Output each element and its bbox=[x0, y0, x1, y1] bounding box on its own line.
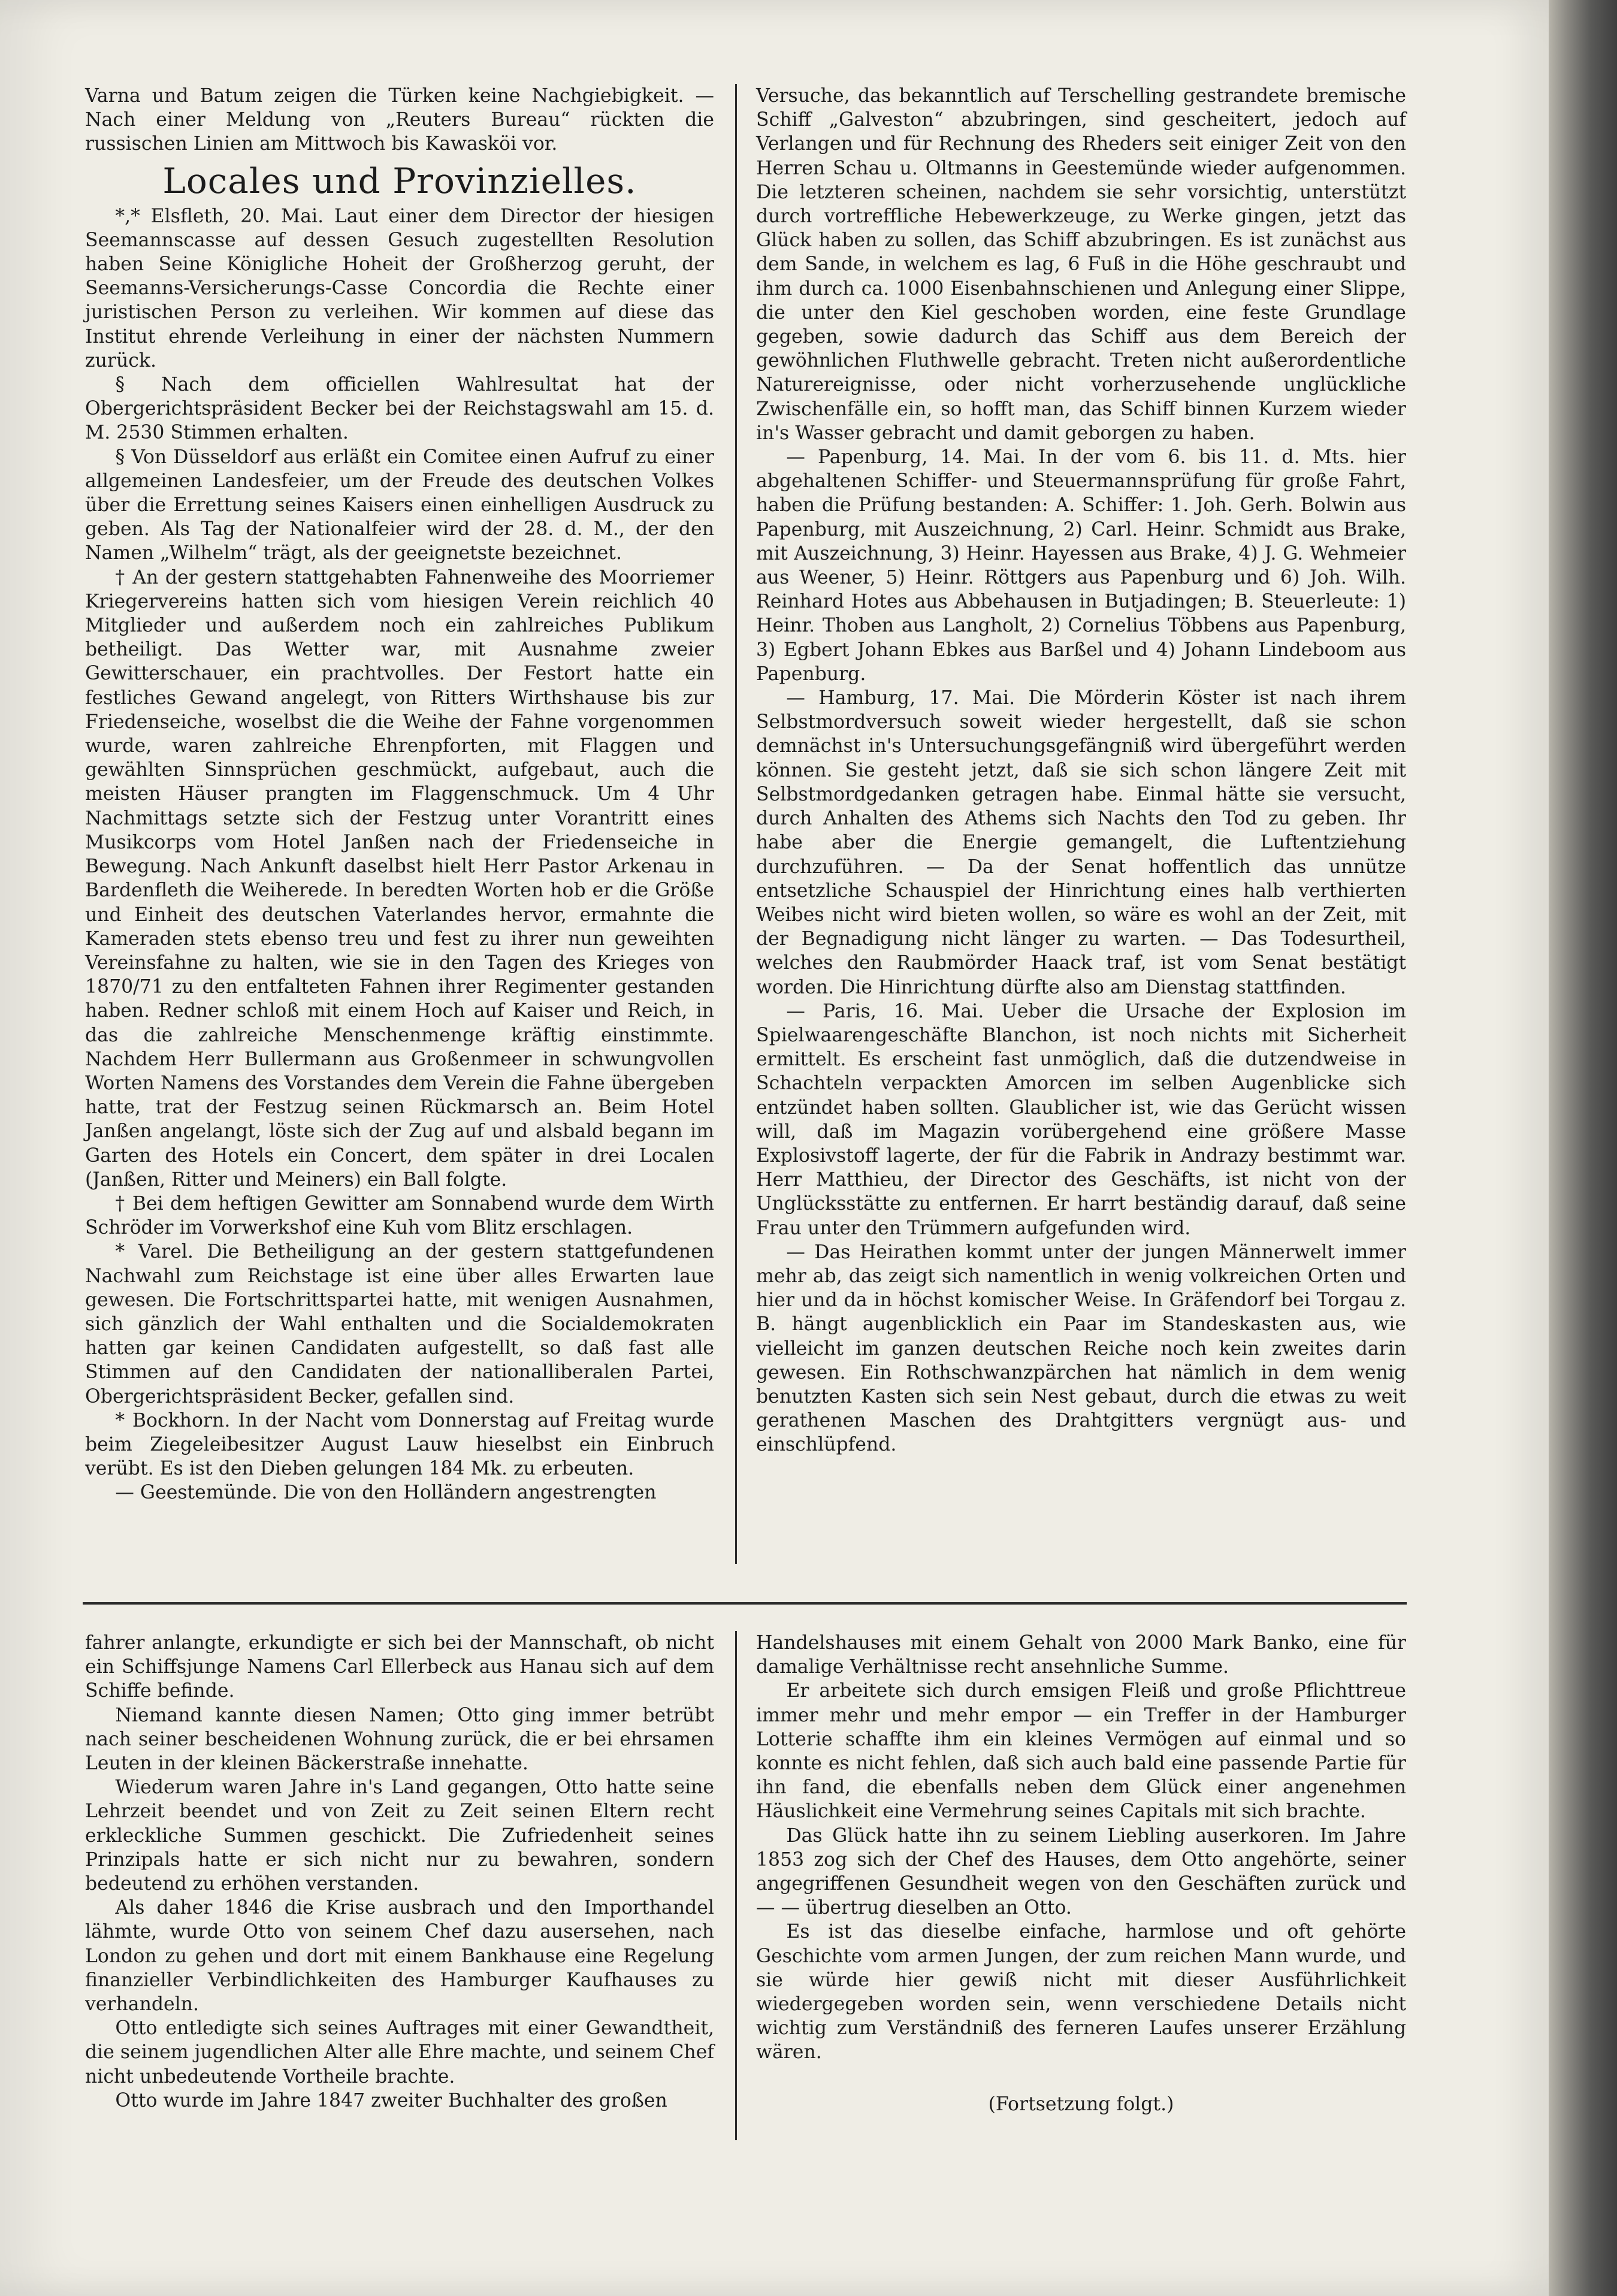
article-paragraph: — Das Heirathen kommt unter der jungen Männerwelt immer mehr ab, das zeigt sich namentlich in wenig volkreichen Orten und hier und da in höchst komischer Weise. In Gräfendorf bei Torgau z. B. hängt augenblicklich ein Paar im Standeskasten aus, wie vielleicht im ganzen deutschen Reiche noch kein zweites darin gewesen. Ein Rothschwanzpärchen hat nämlich in dem wenig benutzten Kasten sich sein Nest gebaut, durch die etwas zu weit gerathenen Maschen des Drahtgitters vergnügt aus- und einschlüpfend. bbox=[756, 1241, 1406, 1456]
story-paragraph: fahrer anlangte, erkundigte er sich bei der Mannschaft, ob nicht ein Schiffsjunge Namens Carl Ellerbeck aus Hanau sich auf dem Schiffe befinde. bbox=[85, 1632, 714, 1702]
book-edge bbox=[1549, 0, 1617, 2296]
article-paragraph: — Paris, 16. Mai. Ueber die Ursache der Explosion im Spielwaarengeschäfte Blanchon, ist noch nichts mit Sicherheit ermittelt. Es erscheint fast unmöglich, daß die dutzendweise in Schachteln verpackten Amorcen im selben Augenblicke sich entzündet haben sollten. Glaublicher ist, wie das Gerücht wissen will, daß im Magazin vorübergehend eine größere Masse Explosivstoff lagerte, der für die Fabrik in Andrazy bestimmt war. Herr Matthieu, der Director des Geschäfts, ist nicht von der Unglücksstätte zu entfernen. Er harrt beständig darauf, daß seine Frau unter den Trümmern aufgefunden wird. bbox=[756, 1000, 1406, 1239]
story-paragraph: Niemand kannte diesen Namen; Otto ging immer betrübt nach seiner bescheidenen Wohnung zurück, die er bei ehrsamen Leuten in der kleinen Bäckerstraße innehatte. bbox=[85, 1704, 714, 1775]
upper-right-column bbox=[756, 84, 1406, 1457]
story-paragraph: Als daher 1846 die Krise ausbrach und den Importhandel lähmte, wurde Otto von seinem Chef dazu ausersehen, nach London zu gehen und dort mit einem Bankhause eine Regelung finanzieller Verbindlichkeiten des Hamburger Kaufhauses zu verhandeln. bbox=[85, 1897, 714, 2016]
section-heading: Locales und Provinzielles. bbox=[162, 160, 637, 201]
upper-left-column bbox=[85, 84, 714, 1505]
story-paragraph: Das Glück hatte ihn zu seinem Liebling auserkoren. Im Jahre 1853 zog sich der Chef des Hauses, dem Otto angehörte, seiner angegriffenen Gesundheit wegen von den Geschäften zurück und — — übertrug dieselben an Otto. bbox=[756, 1824, 1406, 1919]
story-paragraph: Er arbeitete sich durch emsigen Fleiß und große Pflichttreue immer mehr und mehr empor — ein Treffer in der Hamburger Lotterie schaffte ihm ein kleines Vermögen auf einmal und so konnte es nicht fehlen, daß sich auch bald eine passende Partie für ihn fand, die ebenfalls neben dem Glück einer angenehmen Häuslichkeit eine Vermehrung seines Capitals mit sich brachte. bbox=[756, 1680, 1406, 1823]
article-paragraph: *,* Elsfleth, 20. Mai. Laut einer dem Director der hiesigen Seemannscasse auf dessen Gesuch zugestellten Resolution haben Seine Königliche Hoheit der Großherzog geruht, der Seemanns-Versicherungs-Casse Concordia die Rechte einer juristischen Person zu verleihen. Wir kommen auf diese das Institut ehrende Verleihung in einer der nächsten Nummern zurück. bbox=[85, 205, 714, 371]
continuation-note: (Fortsetzung folgt.) bbox=[988, 2093, 1174, 2115]
article-paragraph: † Bei dem heftigen Gewitter am Sonnabend wurde dem Wirth Schröder im Vorwerkshof eine Kuh vom Blitz erschlagen. bbox=[85, 1192, 714, 1239]
section-separator-rule bbox=[83, 1602, 1407, 1605]
story-paragraph: Handelshauses mit einem Gehalt von 2000 Mark Banko, eine für damalige Verhältnisse recht ansehnliche Summe. bbox=[756, 1632, 1406, 1678]
article-paragraph: Versuche, das bekanntlich auf Terschelling gestrandete bremische Schiff „Galveston“ abzubringen, sind gescheitert, jedoch auf Verlangen und für Rechnung des Rheders seit einiger Zeit von den Herren Schau u. Oltmanns in Geestemünde wieder aufgenommen. Die letzteren scheinen, nachdem sie sehr vorsichtig, unterstützt durch vortreffliche Hebewerkzeuge, zu Werke gingen, jetzt das Glück haben zu sollen, das Schiff abzubringen. Es ist zunächst aus dem Sande, in welchem es lag, 6 Fuß in die Höhe geschraubt und ihm durch ca. 1000 Eisenbahnschienen und Anlegung einer Slippe, die unter den Kiel geschoben worden, eine feste Grundlage gegeben, sowie dadurch das Schiff aus dem Bereich der gewöhnlichen Fluthwelle gebracht. Treten nicht außerordentliche Naturereignisse, oder nicht vorherzusehende unglückliche Zwischenfälle ein, so hofft man, das Schiff binnen Kurzem wieder in's Wasser gebracht und damit geborgen zu haben. bbox=[756, 85, 1406, 444]
article-paragraph: § Nach dem officiellen Wahlresultat hat der Obergerichtspräsident Becker bei der Reichstagswahl am 15. d. M. 2530 Stimmen erhalten. bbox=[85, 374, 714, 444]
lower-right-column bbox=[756, 1631, 1406, 2116]
article-paragraph: * Bockhorn. In der Nacht vom Donnerstag auf Freitag wurde beim Ziegeleibesitzer August Lauw hieselbst ein Einbruch verübt. Es ist den Dieben gelungen 184 Mk. zu erbeuten. bbox=[85, 1409, 714, 1480]
article-paragraph: — Papenburg, 14. Mai. In der vom 6. bis 11. d. Mts. hier abgehaltenen Schiffer- und Steuermannsprüfung für große Fahrt, haben die Prüfung bestanden: A. Schiffer: 1. Joh. Gerh. Bolwin aus Papenburg, mit Auszeichnung, 2) Carl. Heinr. Schmidt aus Brake, mit Auszeichnung, 3) Heinr. Hayessen aus Brake, 4) J. G. Wehmeier aus Weener, 5) Heinr. Röttgers aus Papenburg und 6) Joh. Wilh. Reinhard Hotes aus Abbehausen in Butjadingen; B. Steuerleute: 1) Heinr. Thoben aus Langholt, 2) Cornelius Többens aus Papenburg, 3) Egbert Johann Ebkes aus Barßel und 4) Johann Lindeboom aus Papenburg. bbox=[756, 446, 1406, 685]
lower-left-column bbox=[85, 1631, 714, 2113]
story-paragraph: Otto wurde im Jahre 1847 zweiter Buchhalter des großen bbox=[115, 2089, 667, 2111]
story-paragraph: Es ist das dieselbe einfache, harmlose und oft gehörte Geschichte vom armen Jungen, der zum reichen Mann wurde, und sie würde hier gewiß nicht mit dieser Ausführlichkeit wiedergegeben worden sein, wenn verschiedene Details nicht wichtig zum Verständniß des ferneren Laufes unserer Erzählung wären. bbox=[756, 1921, 1406, 2064]
article-paragraph: § Von Düsseldorf aus erläßt ein Comitee einen Aufruf zu einer allgemeinen Landesfeier, um der Freude des deutschen Volkes über die Errettung seines Kaisers einen einhelligen Ausdruck zu geben. Als Tag der Nationalfeier wird der 28. d. M., der den Namen „Wilhelm“ trägt, als der geeignetste bezeichnet. bbox=[85, 446, 714, 564]
intro-paragraph: Varna und Batum zeigen die Türken keine Nachgiebigkeit. — Nach einer Meldung von „Reuters Bureau“ rückten die russischen Linien am Mittwoch bis Kawasköi vor. bbox=[85, 85, 714, 155]
lower-column-divider bbox=[735, 1631, 737, 2140]
upper-column-divider bbox=[735, 84, 737, 1564]
article-paragraph: — Geestemünde. Die von den Holländern angestrengten bbox=[115, 1482, 657, 1504]
article-paragraph: † An der gestern stattgehabten Fahnenweihe des Moorriemer Kriegervereins hatten sich vom hiesigen Verein reichlich 40 Mitglieder und außerdem noch ein zahlreiches Publikum betheiligt. Das Wetter war, mit Ausnahme zweier Gewitterschauer, ein prachtvolles. Der Festort hatte ein festliches Gewand angelegt, von Ritters Wirthshause bis zur Friedenseiche, woselbst die die Weihe der Fahne vorgenommen wurde, waren zahlreiche Ehrenpforten, mit Flaggen und gewählten Sinnsprüchen geschmückt, aufgebaut, auch die meisten Häuser prangten im Flaggenschmuck. Um 4 Uhr Nachmittags setzte sich der Festzug unter Vorantritt eines Musikcorps vom Hotel Janßen nach der Friedenseiche in Bewegung. Nach Ankunft daselbst hielt Herr Pastor Arkenau in Bardenfleth die Weiherede. In beredten Worten hob er die Größe und Einheit des deutschen Vaterlandes hervor, ermahnte die Kameraden stets ebenso treu und fest zu ihrer nun geweihten Vereinsfahne zu halten, wie sie in den Tagen des Krieges von 1870/71 zu den entfalteten Fahnen ihrer Regimenter gestanden haben. Redner schloß mit einem Hoch auf Kaiser und Reich, in das die zahlreiche Menschenmenge kräftig einstimmte. Nachdem Herr Bullermann aus Großenmeer in schwungvollen Worten Namens des Vorstandes dem Verein die Fahne übergeben hatte, trat der Festzug seinen Rückmarsch an. Beim Hotel Janßen angelangt, löste sich der Zug auf und alsbald begann im Garten des Hotels ein Concert, dem später in drei Localen (Janßen, Ritter und Meiners) ein Ball folgte. bbox=[85, 566, 714, 1191]
article-paragraph: * Varel. Die Betheiligung an der gestern stattgefundenen Nachwahl zum Reichstage ist eine über alles Erwarten laue gewesen. Die Fortschrittspartei hatte, mit wenigen Ausnahmen, sich gänzlich der Wahl enthalten und die Socialdemokraten hatten gar keinen Candidaten aufgestellt, so daß fast alle Stimmen auf den Candidaten der nationalliberalen Partei, Obergerichtspräsident Becker, gefallen sind. bbox=[85, 1241, 714, 1407]
story-paragraph: Otto entledigte sich seines Auftrages mit einer Gewandtheit, die seinem jugendlichen Alter alle Ehre machte, und seinem Chef nicht unbedeutende Vortheile brachte. bbox=[85, 2017, 714, 2087]
article-paragraph: — Hamburg, 17. Mai. Die Mörderin Köster ist nach ihrem Selbstmordversuch soweit wieder hergestellt, daß sie schon demnächst in's Untersuchungsgefängniß wird übergeführt werden können. Sie gesteht jetzt, daß sie sich schon längere Zeit mit Selbstmordgedanken getragen habe. Einmal hätte sie versucht, durch Anhalten des Athems sich Nachts den Tod zu geben. Ihr habe aber die Energie gemangelt, die Luftentziehung durchzuführen. — Da der Senat hoffentlich das unnütze entsetzliche Schauspiel der Hinrichtung eines halb verthierten Weibes nicht wird bieten wollen, so wäre es wohl an der Zeit, mit der Begnadigung nicht länger zu warten. — Das Todesurtheil, welches den Raubmörder Haack traf, ist vom Senat bestätigt worden. Die Hinrichtung dürfte also am Dienstag stattfinden. bbox=[756, 687, 1406, 998]
story-paragraph: Wiederum waren Jahre in's Land gegangen, Otto hatte seine Lehrzeit beendet und von Zeit zu Zeit seinen Eltern recht erkleckliche Summen geschickt. Die Zufriedenheit seines Prinzipals hatte er sich nicht nur zu bewahren, sondern bedeutend zu erhöhen verstanden. bbox=[85, 1777, 714, 1895]
